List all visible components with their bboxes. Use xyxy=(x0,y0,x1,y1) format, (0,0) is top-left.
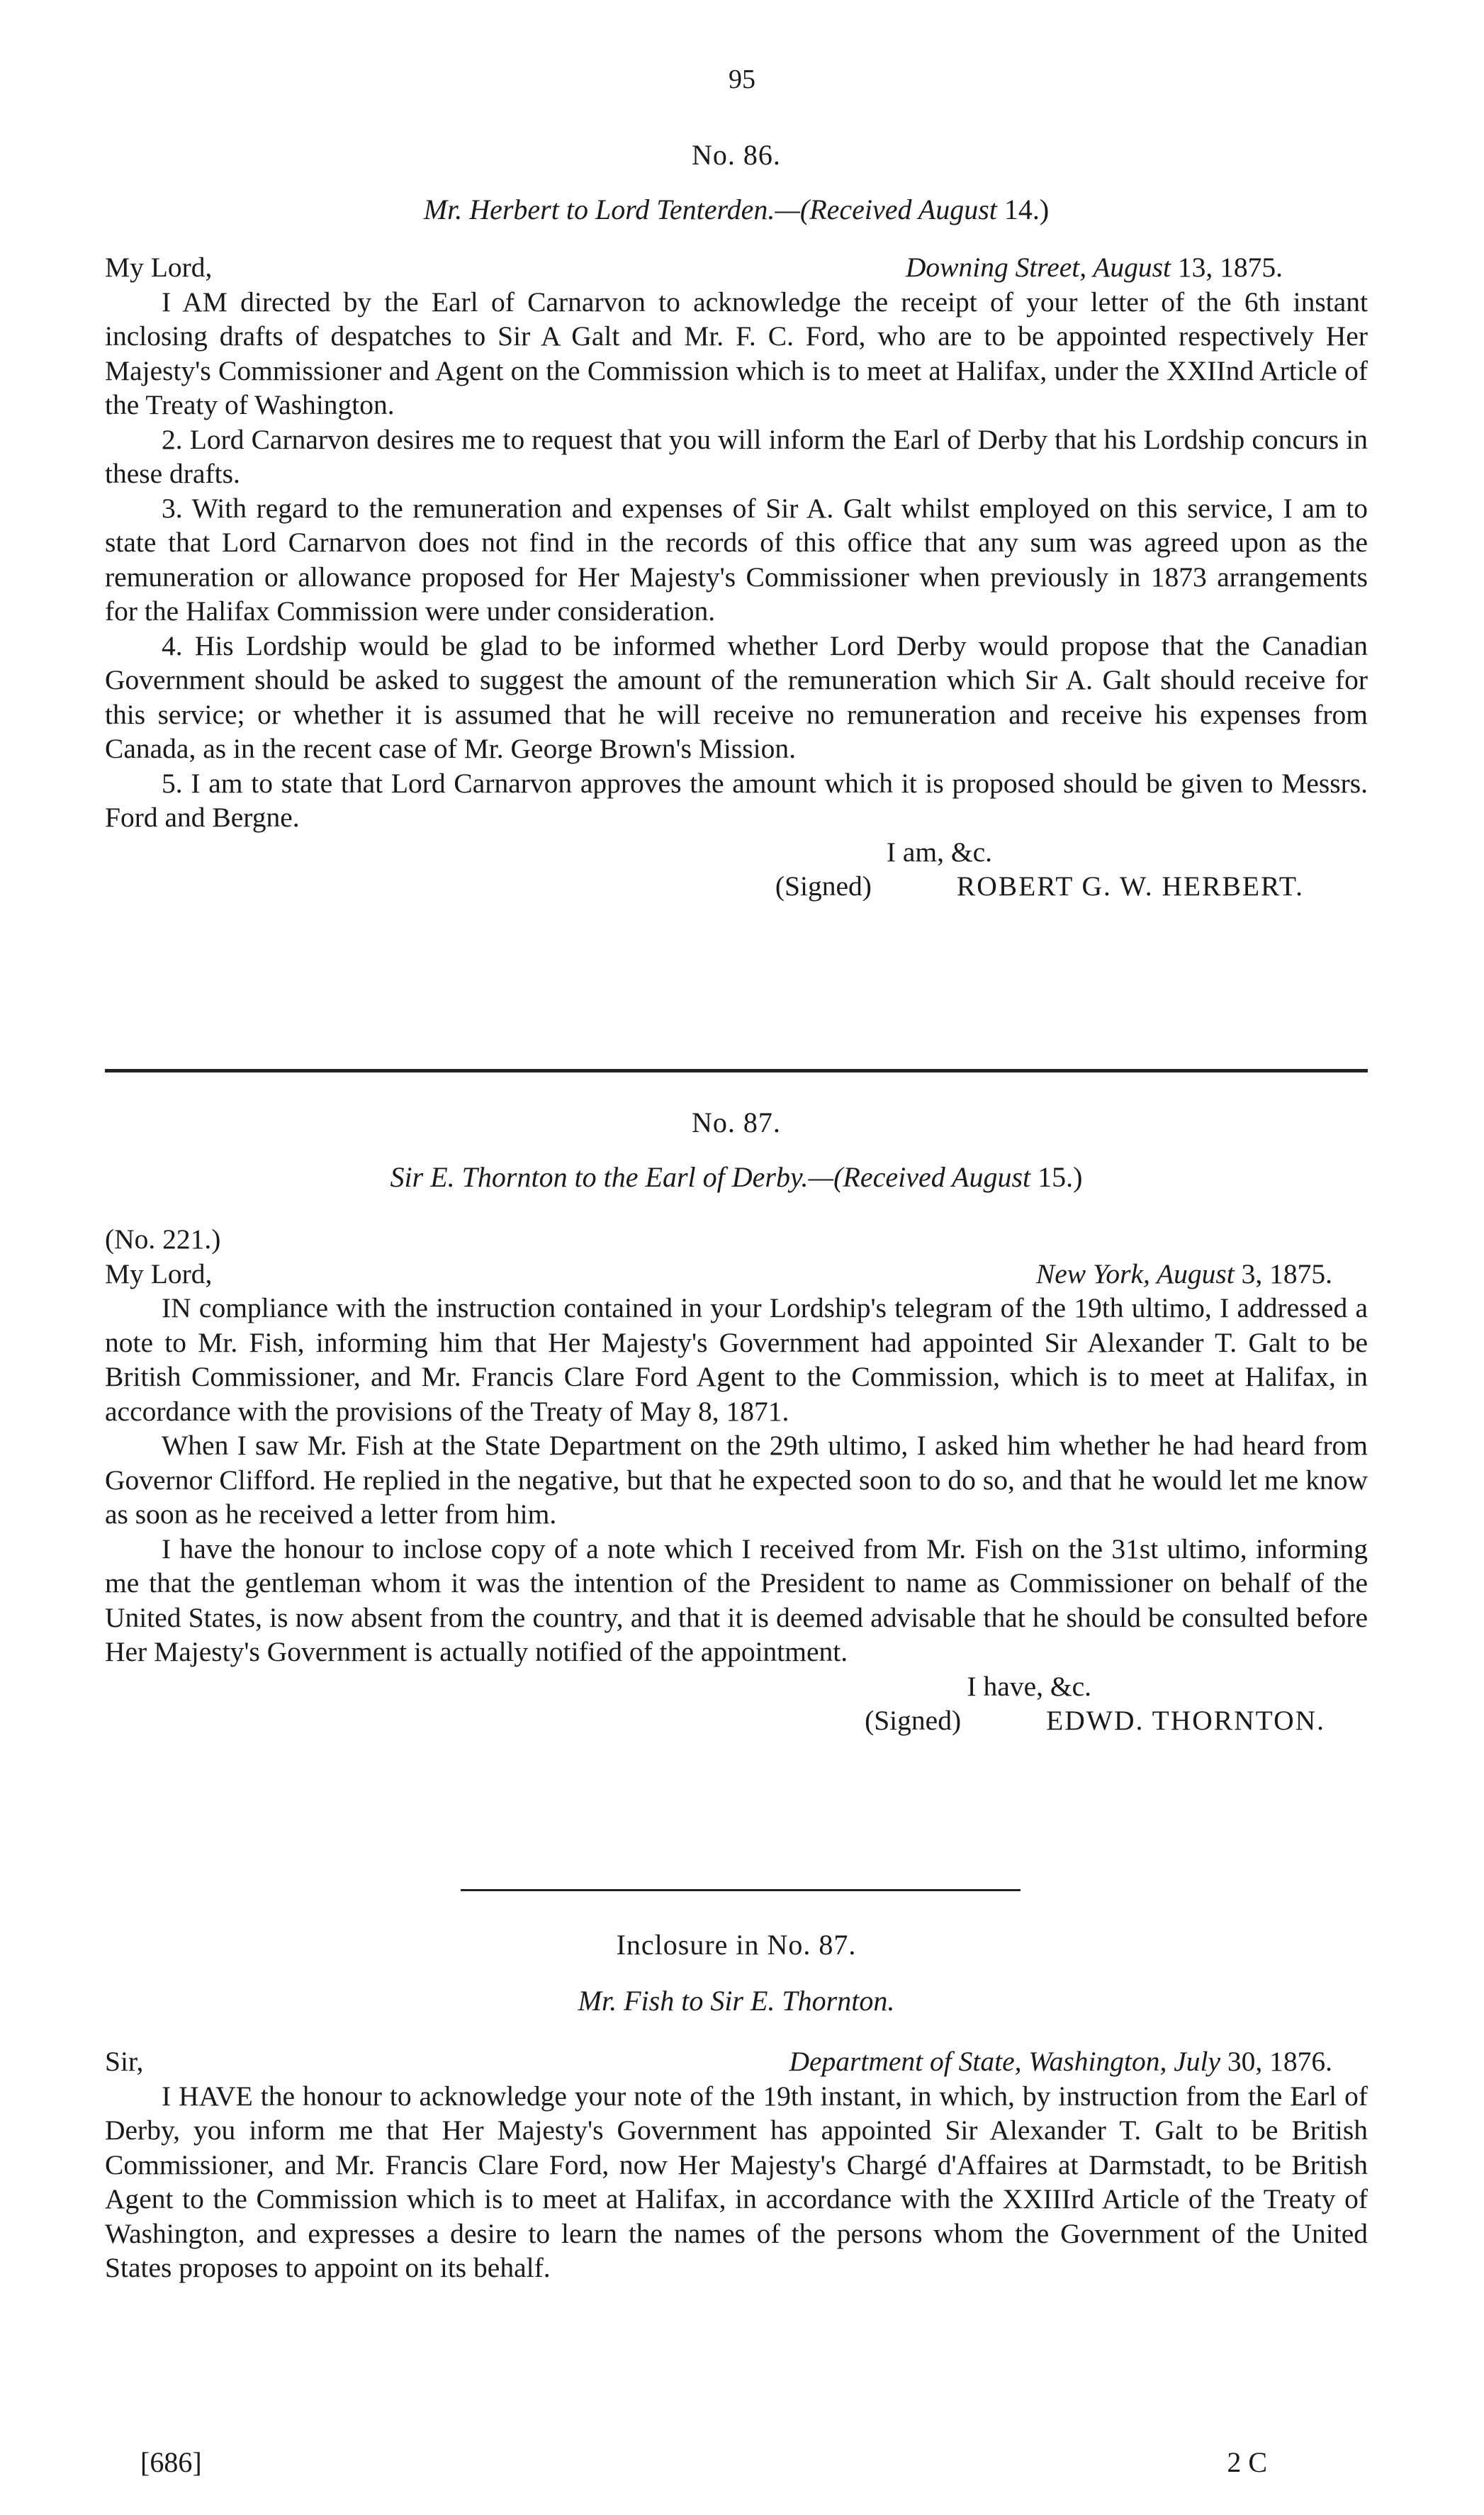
salutation: My Lord, xyxy=(105,1258,213,1289)
document-number: No. 87. xyxy=(692,1107,781,1138)
dateline: Downing Street, August 13, 1875. xyxy=(905,252,1283,283)
paragraph: 3. With regard to the remuneration and expenses of Sir A. Galt whilst employed on this service, I am to state that Lord Carnarvon does not find in the records of this office that any sum was agreed upon as the remuneration or allowance proposed for Her Majesty's Commissioner when previously in 1873 arrangements for the Halifax Commission were under consideration. xyxy=(105,492,1368,627)
salutation: My Lord, xyxy=(105,252,213,283)
salutation-dateline xyxy=(105,250,1368,285)
paragraph: I HAVE the honour to acknowledge your note of the 19th instant, in which, by instruction from the Earl of Derby, you inform me that Her Majesty's Government has appointed Sir Alexander T. Galt to be British Commissioner, and Mr. Francis Clare Ford, now Her Majesty's Chargé d'Affaires at Darmstadt, to be British Agent to the Commission which is to meet at Halifax, in accordance with the XXIIIrd Article of the Treaty of Washington, and expresses a desire to learn the names of the persons whom the Government of the United States proposes to appoint on its behalf. xyxy=(105,2080,1368,2283)
paragraph: 4. His Lordship would be glad to be informed whether Lord Derby would propose that the Canadian Government should be asked to suggest the amount of the remuneration which Sir A. Galt should receive for this service; or whether it is assumed that he will receive no remuneration and receive his expenses from Canada, as in the recent case of Mr. George Brown's Mission. xyxy=(105,629,1368,764)
short-divider xyxy=(461,1889,1021,1891)
signature-line xyxy=(105,869,1304,904)
closing: I have, &c. xyxy=(967,1670,1091,1702)
salutation: Sir, xyxy=(105,2046,144,2077)
paragraph: IN compliance with the instruction contained in your Lordship's telegram of the 19th ultimo, I addressed a note to Mr. Fish, informing him that Her Majesty's Government had appointed Sir Alexander T. Galt to be British Commissioner, and Mr. Francis Clare Ford Agent to the Commission, which is to meet at Halifax, in accordance with the provisions of the Treaty of May 8, 1871. xyxy=(105,1292,1368,1427)
dateline: New York, August 3, 1875. xyxy=(1035,1258,1332,1289)
paragraph: I AM directed by the Earl of Carnarvon to acknowledge the receipt of your letter of the 6th instant inclosing drafts of despatches to Sir A Galt and Mr. F. C. Ford, who are to be appointed respectively Her Majesty's Commissioner and Agent on the Commission which is to meet at Halifax, under the XXIInd Article of the Treaty of Washington. xyxy=(105,286,1368,420)
paragraph: 2. Lord Carnarvon desires me to request that you will inform the Earl of Derby that his Lordship concurs in these drafts. xyxy=(105,423,1368,489)
inclosure-heading: Mr. Fish to Sir E. Thornton. xyxy=(578,1985,895,2017)
document-86 xyxy=(105,138,1368,904)
dateline: Department of State, Washington, July 30, 1876. xyxy=(789,2046,1332,2077)
document-number: No. 86. xyxy=(692,139,781,171)
paragraph: 5. I am to state that Lord Carnarvon approves the amount which it is proposed should be given to Messrs. Ford and Bergne. xyxy=(105,767,1368,833)
signature-mark: 2 C xyxy=(1227,2446,1267,2478)
page-footer xyxy=(105,2446,1267,2479)
signed-label: (Signed) xyxy=(775,870,872,902)
signed-label: (Signed) xyxy=(865,1705,962,1736)
signatory: EDWD. THORNTON. xyxy=(1046,1705,1325,1736)
inclosure-title: Inclosure in No. 87. xyxy=(616,1929,857,1961)
closing: I am, &c. xyxy=(886,836,992,868)
section-divider xyxy=(105,1069,1368,1072)
paragraph: I have the honour to inclose copy of a note which I received from Mr. Fish on the 31st ultimo, informing me that the gentleman whom it was the intention of the President to name as Commissioner on behalf of the United States, is now absent from the country, and that it is deemed advisable that he should be consulted before Her Majesty's Government is actually notified of the appointment. xyxy=(105,1533,1368,1667)
page-number: 95 xyxy=(729,65,755,94)
salutation-dateline xyxy=(105,2044,1368,2079)
print-reference: [686] xyxy=(140,2446,202,2478)
document-heading: Sir E. Thornton to the Earl of Derby.—(Received August 15.) xyxy=(390,1161,1083,1193)
salutation-dateline xyxy=(105,1257,1368,1292)
reference-number: (No. 221.) xyxy=(105,1223,221,1255)
paragraph: When I saw Mr. Fish at the State Department on the 29th ultimo, I asked him whether he had heard from Governor Clifford. He replied in the negative, but that he expected soon to do so, and that he would let me know as soon as he received a letter from him. xyxy=(105,1430,1368,1530)
signatory: ROBERT G. W. HERBERT. xyxy=(956,870,1304,902)
document-87 xyxy=(105,1106,1368,1738)
document-heading: Mr. Herbert to Lord Tenterden.—(Received August 14.) xyxy=(423,194,1050,225)
inclosure xyxy=(105,1928,1368,2285)
signature-line xyxy=(105,1703,1325,1738)
